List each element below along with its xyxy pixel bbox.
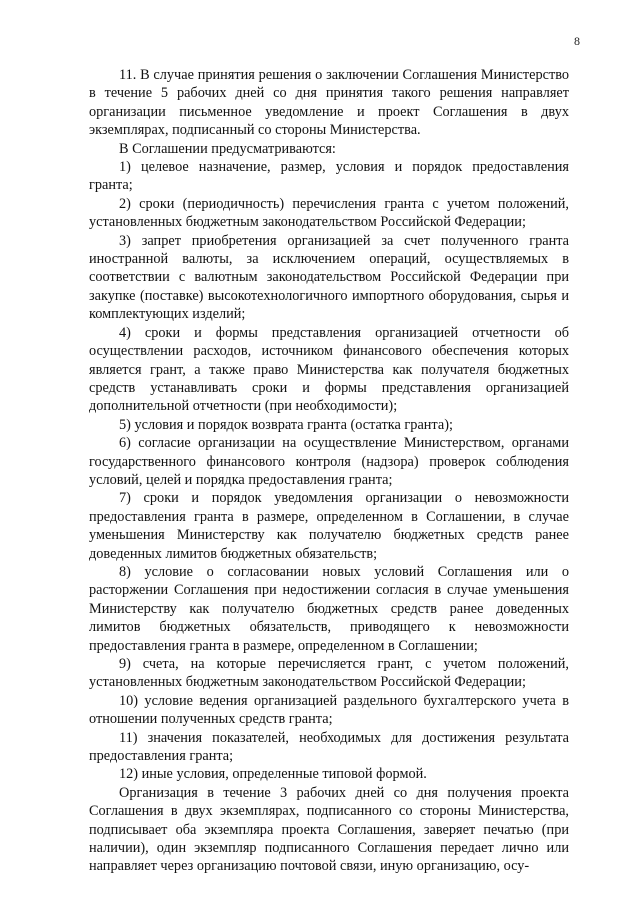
- list-item-12: 12) иные условия, определенные типовой формой.: [119, 766, 427, 783]
- list-item-9: 9) счета, на которые перечисляется грант, с учетом положений, установленных бюджетным законодательством Российской Федерации;: [89, 656, 569, 691]
- list-item-8: 8) условие о согласовании новых условий Соглашения или о расторжении Соглашения при недостижении согласия в случае уменьшения Министерству как получателю бюджетных средств ранее доведенных лимитов бюджетных обязательств, приводящего к невозможности предоставления гранта в размере, определенном в Соглашении;: [89, 563, 569, 654]
- list-item-6: 6) согласие организации на осуществление Министерством, органами государственного финансового контроля (надзора) проверок соблюдения условий, целей и порядка предоставления гранта;: [89, 435, 569, 488]
- list-item-7: 7) сроки и порядок уведомления организации о невозможности предоставления гранта в размере, определенном в Соглашении, в случае уменьшения Министерству как получателю бюджетных средств ранее доведенных лимитов бюджетных обязательств;: [89, 490, 569, 562]
- paragraph-agreement-intro: В Соглашении предусматриваются:: [119, 140, 336, 157]
- list-item-2: 2) сроки (периодичность) перечисления гранта с учетом положений, установленных бюджетным законодательством Российской Федерации;: [89, 195, 569, 231]
- list-item-4: 4) сроки и формы представления организацией отчетности об осуществлении расходов, источником финансового обеспечения которых является грант, а также право Министерства как получателя бюджетных средств устанавливать сроки и формы представления организацией дополнительной отчетности (при необходимости);: [89, 324, 569, 415]
- list-item-11: 11) значения показателей, необходимых для достижения результата предоставления гранта;: [89, 729, 569, 765]
- document-body: [89, 66, 569, 876]
- list-item-10: 10) условие ведения организацией раздельного бухгалтерского учета в отношении полученных средств гранта;: [89, 692, 569, 728]
- list-item-3: 3) запрет приобретения организацией за счет полученного гранта иностранной валюты, за исключением операций, осуществляемых в соответствии с валютным законодательством Российской Федерации при закупке (поставке) высокотехнологичного импортного оборудования, сырья и комплектующих изделий;: [89, 232, 569, 323]
- page-number: 8: [574, 34, 580, 48]
- paragraph-clause-11: 11. В случае принятия решения о заключении Соглашения Министерство в течение 5 рабочих дней со дня принятия такого решения направляет организации письменное уведомление и проект Соглашения в двух экземплярах, подписанный со стороны Министерства.: [89, 67, 569, 139]
- list-item-1: 1) целевое назначение, размер, условия и порядок предоставления гранта;: [89, 159, 569, 194]
- list-item-5: 5) условия и порядок возврата гранта (остатка гранта);: [119, 416, 453, 433]
- paragraph-organization-signing: Организация в течение 3 рабочих дней со дня получения проекта Соглашения в двух экземплярах, подписанного со стороны Министерства, подписывает оба экземпляра проекта Соглашения, заверяет печатью (при наличии), один экземпляр подписанного Соглашения передает лично или направляет через организацию почтовой связи, иную организацию, осу-: [89, 784, 569, 875]
